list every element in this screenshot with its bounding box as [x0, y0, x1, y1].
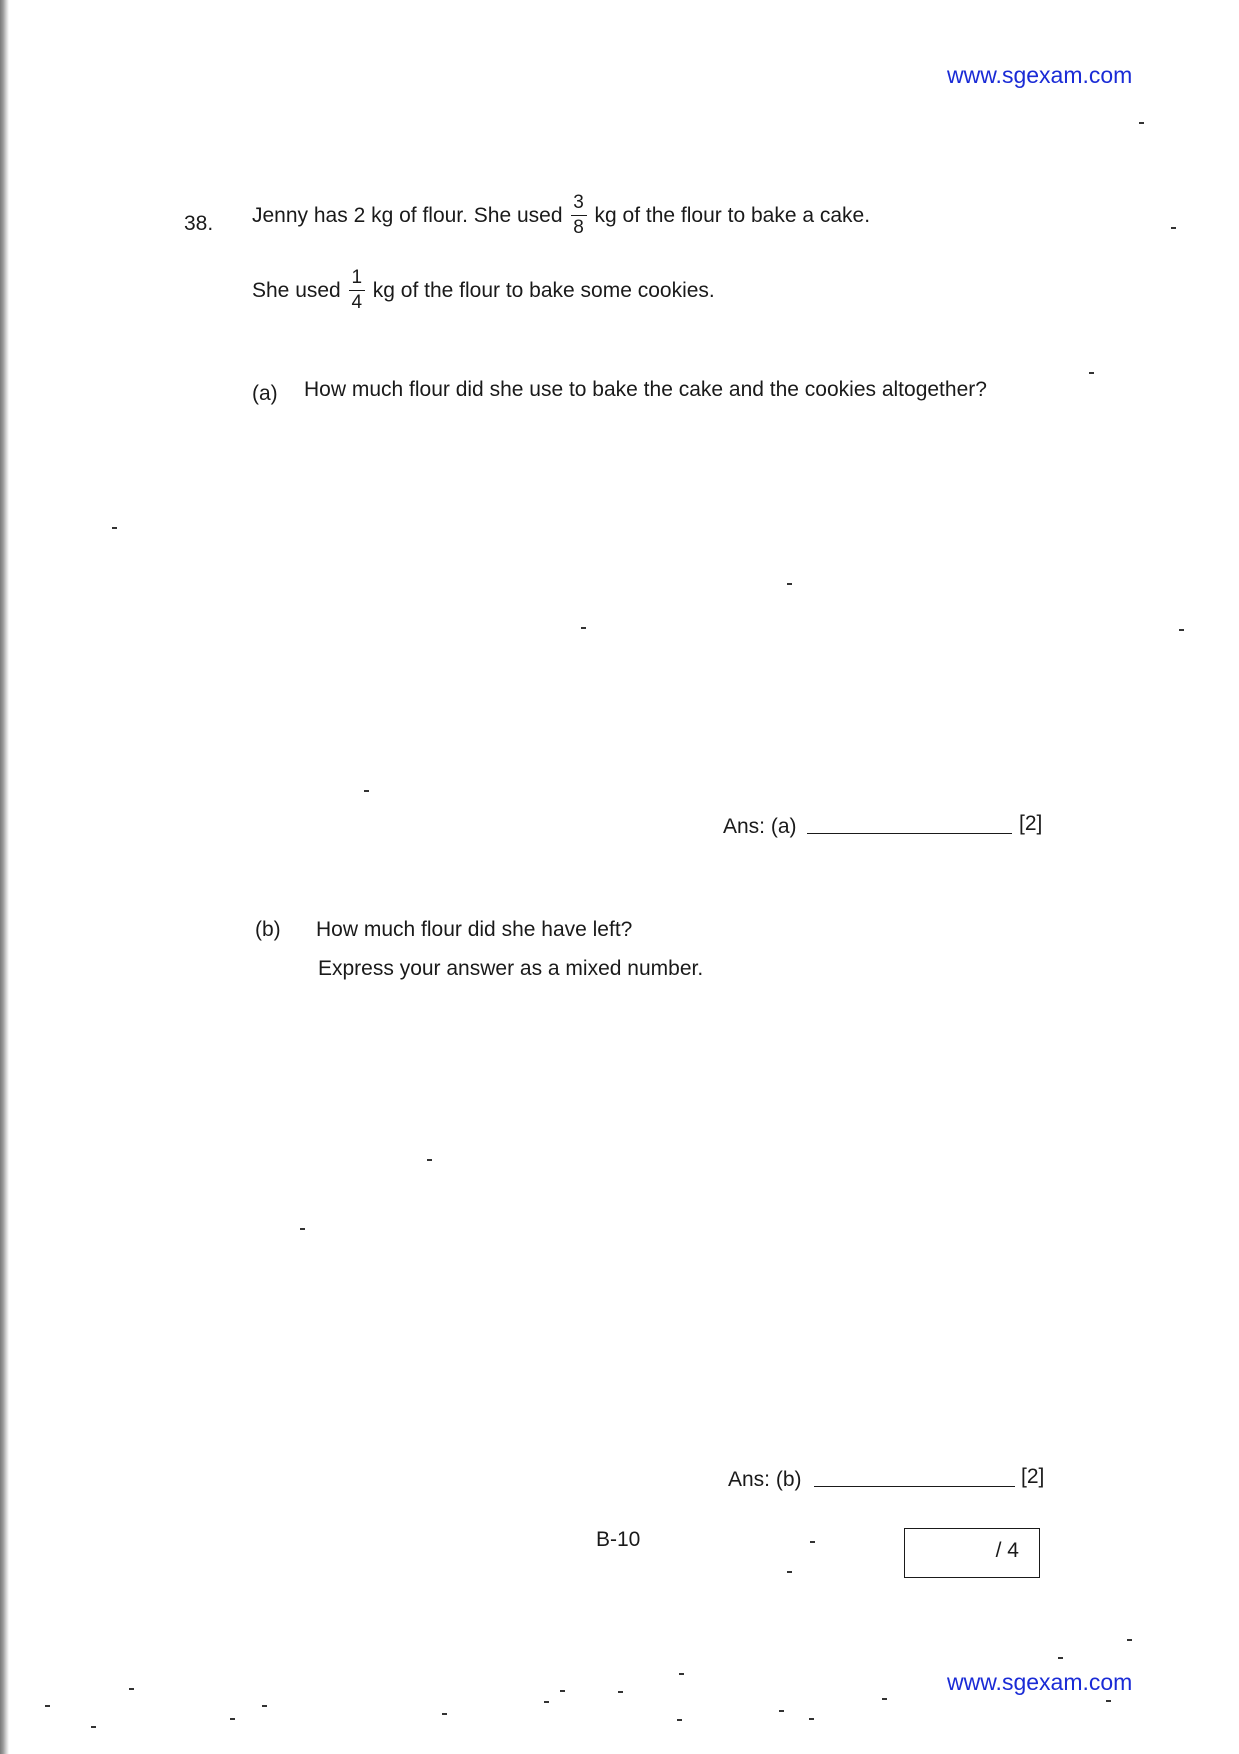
fraction-one-quarter — [349, 268, 365, 313]
scan-speck — [364, 790, 369, 792]
scan-speck — [1171, 227, 1176, 229]
line1-text-after: kg of the flour to bake a cake. — [594, 203, 871, 227]
scan-speck — [810, 1541, 815, 1543]
scan-speck — [581, 627, 586, 629]
scan-speck — [129, 1688, 134, 1690]
fraction-numerator: 3 — [573, 192, 584, 213]
website-header-link[interactable]: www.sgexam.com — [947, 62, 1133, 88]
part-b-label: (b) — [255, 918, 281, 941]
score-box — [904, 1528, 1040, 1578]
score-total: / 4 — [995, 1539, 1019, 1562]
scan-speck — [809, 1718, 814, 1720]
scan-speck — [787, 1571, 792, 1573]
scan-speck — [442, 1713, 447, 1715]
answer-b-label: Ans: (b) — [728, 1468, 802, 1491]
website-footer-link[interactable]: www.sgexam.com — [947, 1669, 1133, 1695]
scan-speck — [882, 1698, 887, 1700]
answer-b-marks: [2] — [1021, 1465, 1045, 1488]
scan-speck — [787, 583, 792, 585]
scan-speck — [1089, 372, 1094, 374]
scan-speck — [1139, 122, 1144, 124]
part-b-question: How much flour did she have left? — [316, 918, 633, 941]
scan-speck — [779, 1710, 784, 1712]
line1-text-before: Jenny has 2 kg of flour. She used — [252, 203, 563, 227]
scan-speck — [544, 1701, 549, 1703]
answer-b-blank-line[interactable] — [814, 1486, 1015, 1487]
scan-speck — [1179, 629, 1184, 631]
scan-speck — [1058, 1657, 1063, 1659]
scan-speck — [262, 1705, 267, 1707]
fraction-numerator: 1 — [351, 267, 363, 288]
part-a-label: (a) — [252, 382, 278, 405]
scan-left-edge — [0, 0, 9, 1754]
page-code: B-10 — [596, 1528, 641, 1551]
scan-speck — [230, 1718, 235, 1720]
scan-speck — [677, 1719, 682, 1721]
scan-speck — [300, 1228, 305, 1230]
fraction-three-eighths — [571, 193, 587, 238]
scan-speck — [679, 1673, 684, 1675]
scan-speck — [45, 1705, 50, 1707]
question-number: 38. — [184, 212, 214, 235]
fraction-denominator: 4 — [351, 292, 363, 313]
fraction-denominator: 8 — [573, 217, 584, 238]
answer-a-marks: [2] — [1019, 812, 1043, 835]
part-a-question: How much flour did she use to bake the cake and the cookies altogether? — [304, 378, 987, 401]
fraction-bar — [571, 215, 587, 216]
scan-speck — [1127, 1639, 1132, 1641]
question-line-2 — [252, 268, 715, 313]
line2-text-before: She used — [252, 278, 341, 302]
scan-speck — [427, 1159, 432, 1161]
answer-a-blank-line[interactable] — [807, 833, 1012, 834]
scan-speck — [618, 1691, 623, 1693]
scan-speck — [112, 527, 117, 529]
scan-speck — [560, 1690, 565, 1692]
part-b-instruction: Express your answer as a mixed number. — [318, 957, 704, 980]
question-line-1 — [252, 193, 870, 238]
answer-a-label: Ans: (a) — [723, 815, 797, 838]
line2-text-after: kg of the flour to bake some cookies. — [372, 278, 715, 302]
scan-speck — [1106, 1700, 1111, 1702]
fraction-bar — [349, 290, 365, 291]
scan-speck — [91, 1726, 96, 1728]
